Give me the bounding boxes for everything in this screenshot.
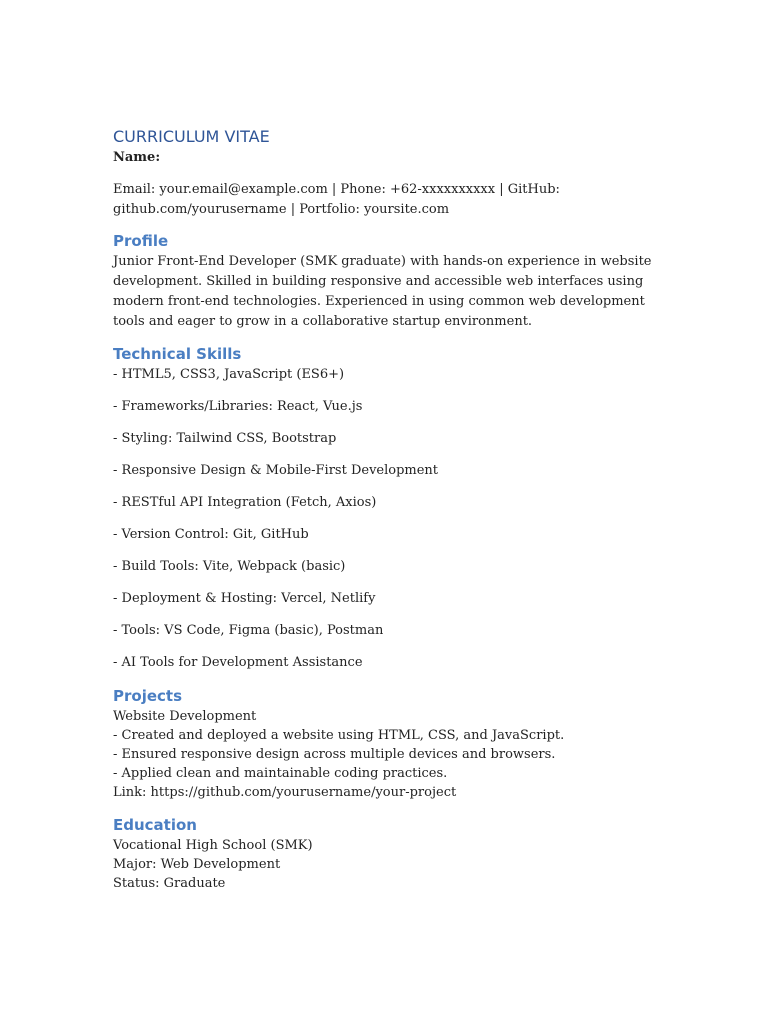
contact-line-2: github.com/yourusername | Portfolio: yoursite.com [113,202,450,217]
education-body [113,836,673,893]
education-heading: Education [113,816,197,834]
projects-heading: Projects [113,687,183,705]
project-detail: - Applied clean and maintainable coding practices. [113,766,448,781]
education-school: Vocational High School (SMK) [113,838,313,853]
contact-line-1: Email: your.email@example.com | Phone: +62-xxxxxxxxxx | GitHub: [113,182,560,197]
skill-item: - Version Control: Git, GitHub [113,527,309,542]
skill-item: - Deployment & Hosting: Vercel, Netlify [113,591,376,606]
skill-item: - RESTful API Integration (Fetch, Axios) [113,495,377,510]
skill-item: - AI Tools for Development Assistance [113,655,363,670]
education-major: Major: Web Development [113,857,281,872]
projects-body [113,707,673,802]
skills-list [113,365,673,673]
skill-item: - Frameworks/Libraries: React, Vue.js [113,399,363,414]
profile-heading: Profile [113,232,169,250]
contact-info [113,180,673,220]
project-title: Website Development [113,709,257,724]
skills-heading: Technical Skills [113,345,242,363]
education-status: Status: Graduate [113,876,226,891]
document-title: CURRICULUM VITAE [113,127,270,146]
cv-document [113,125,673,893]
skill-item: - Responsive Design & Mobile-First Development [113,463,439,478]
skill-item: - Build Tools: Vite, Webpack (basic) [113,559,346,574]
skill-item: - Tools: VS Code, Figma (basic), Postman [113,623,384,638]
name-label: Name: [113,150,161,165]
skill-item: - HTML5, CSS3, JavaScript (ES6+) [113,367,345,382]
project-detail: - Ensured responsive design across multiple devices and browsers. [113,747,556,762]
project-detail: - Created and deployed a website using HTML, CSS, and JavaScript. [113,728,565,743]
project-link: Link: https://github.com/yourusername/your-project [113,785,457,800]
skill-item: - Styling: Tailwind CSS, Bootstrap [113,431,337,446]
profile-text: Junior Front-End Developer (SMK graduate) with hands-on experience in website development. Skilled in building responsive and accessible web interfaces using modern front-end technologies. Experienced in using common web development tools and eager to grow in a collaborative startup environment. [113,254,652,329]
